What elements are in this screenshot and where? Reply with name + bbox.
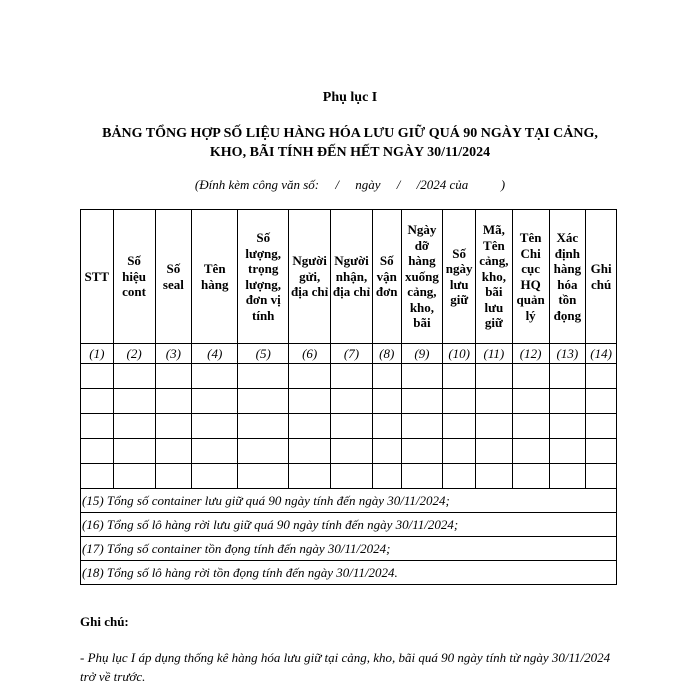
table-cell xyxy=(238,464,289,489)
summary-row xyxy=(81,489,617,513)
column-header: Người nhận, địa chỉ xyxy=(331,210,373,344)
column-header: Số lượng, trọng lượng, đơn vị tính xyxy=(238,210,289,344)
table-cell xyxy=(331,364,373,389)
summary-row xyxy=(81,513,617,537)
table-cell xyxy=(586,464,617,489)
table-cell xyxy=(192,439,238,464)
table-cell xyxy=(549,364,586,389)
table-row xyxy=(81,364,617,389)
column-number: (13) xyxy=(549,344,586,364)
table-cell xyxy=(443,389,476,414)
table-cell xyxy=(512,414,549,439)
table-cell xyxy=(476,364,513,389)
table-cell xyxy=(476,464,513,489)
column-number: (3) xyxy=(155,344,192,364)
table-cell xyxy=(81,414,114,439)
document-title xyxy=(60,124,640,162)
table-cell xyxy=(512,389,549,414)
table-cell xyxy=(192,464,238,489)
column-header: Số ngày lưu giữ xyxy=(443,210,476,344)
column-number: (2) xyxy=(113,344,155,364)
table-cell xyxy=(192,364,238,389)
summary-table xyxy=(80,209,617,585)
table-cell xyxy=(586,364,617,389)
column-number: (12) xyxy=(512,344,549,364)
table-cell xyxy=(192,389,238,414)
table-cell xyxy=(113,439,155,464)
table-cell xyxy=(372,414,401,439)
appendix-label: Phụ lục I xyxy=(322,90,378,105)
table-cell xyxy=(238,414,289,439)
table-cell xyxy=(512,364,549,389)
table-cell xyxy=(289,439,331,464)
table-cell xyxy=(155,389,192,414)
column-header: Tên Chi cục HQ quản lý xyxy=(512,210,549,344)
column-number: (5) xyxy=(238,344,289,364)
header-row xyxy=(81,210,617,344)
column-header: Xác định hàng hóa tồn đọng xyxy=(549,210,586,344)
table-cell xyxy=(289,414,331,439)
column-number: (4) xyxy=(192,344,238,364)
column-number-row xyxy=(81,344,617,364)
table-cell xyxy=(443,464,476,489)
table-row xyxy=(81,439,617,464)
table-cell xyxy=(372,439,401,464)
table-cell xyxy=(155,439,192,464)
table-cell xyxy=(113,464,155,489)
table-cell xyxy=(289,464,331,489)
table-cell xyxy=(476,439,513,464)
table-cell xyxy=(113,389,155,414)
summary-row xyxy=(81,537,617,561)
notes-text: - Phụ lục I áp dụng thống kê hàng hóa lưu giữ tại cảng, kho, bãi quá 90 ngày tính từ ngày 30/11/2024 trở về trước. xyxy=(80,650,611,684)
table-cell xyxy=(331,439,373,464)
column-header: Người gửi, địa chỉ xyxy=(289,210,331,344)
table-cell xyxy=(512,464,549,489)
summary-row xyxy=(81,561,617,585)
table-cell xyxy=(81,364,114,389)
title-line-2: KHO, BÃI TÍNH ĐẾN HẾT NGÀY 30/11/2024 xyxy=(209,145,491,160)
column-number: (10) xyxy=(443,344,476,364)
column-number: (14) xyxy=(586,344,617,364)
table-cell xyxy=(155,414,192,439)
table-cell xyxy=(238,364,289,389)
table-cell xyxy=(331,414,373,439)
table-cell xyxy=(476,389,513,414)
column-header: Số seal xyxy=(155,210,192,344)
column-number: (1) xyxy=(81,344,114,364)
table-cell xyxy=(586,414,617,439)
table-cell xyxy=(331,389,373,414)
table-cell xyxy=(443,439,476,464)
summary-cell: (18) Tổng số lô hàng rời tồn đọng tính đến ngày 30/11/2024. xyxy=(81,561,617,585)
table-cell xyxy=(331,464,373,489)
column-header: Số vận đơn xyxy=(372,210,401,344)
table-cell xyxy=(549,439,586,464)
table-cell xyxy=(401,389,443,414)
table-cell xyxy=(476,414,513,439)
table-cell xyxy=(443,364,476,389)
document-subtitle: (Đính kèm công văn số: / ngày / /2024 của ) xyxy=(194,177,506,192)
table-cell xyxy=(549,414,586,439)
title-line-1: BẢNG TỔNG HỢP SỐ LIỆU HÀNG HÓA LƯU GIỮ QUÁ 90 NGÀY TẠI CẢNG, xyxy=(102,126,598,141)
column-header: Ghi chú xyxy=(586,210,617,344)
table-cell xyxy=(401,414,443,439)
summary-cell: (16) Tổng số lô hàng rời lưu giữ quá 90 ngày tính đến ngày 30/11/2024; xyxy=(81,513,617,537)
table-cell xyxy=(289,389,331,414)
summary-cell: (15) Tổng số container lưu giữ quá 90 ngày tính đến ngày 30/11/2024; xyxy=(81,489,617,513)
table-cell xyxy=(289,364,331,389)
summary-cell: (17) Tổng số container tồn đọng tính đến ngày 30/11/2024; xyxy=(81,537,617,561)
column-number: (6) xyxy=(289,344,331,364)
table-row xyxy=(81,389,617,414)
table-cell xyxy=(586,389,617,414)
column-header: Số hiệu cont xyxy=(113,210,155,344)
column-number: (9) xyxy=(401,344,443,364)
table-cell xyxy=(113,364,155,389)
table-cell xyxy=(372,464,401,489)
table-cell xyxy=(81,389,114,414)
table-cell xyxy=(238,389,289,414)
column-header: Tên hàng xyxy=(192,210,238,344)
column-header: STT xyxy=(81,210,114,344)
table-cell xyxy=(549,464,586,489)
notes-heading: Ghi chú: xyxy=(80,614,129,629)
table-cell xyxy=(238,439,289,464)
table-cell xyxy=(155,364,192,389)
table-cell xyxy=(113,414,155,439)
table-cell xyxy=(401,464,443,489)
table-row xyxy=(81,414,617,439)
table-cell xyxy=(372,364,401,389)
table-cell xyxy=(81,439,114,464)
table-cell xyxy=(401,364,443,389)
column-header: Ngày dỡ hàng xuống cảng, kho, bãi xyxy=(401,210,443,344)
table-cell xyxy=(401,439,443,464)
column-number: (7) xyxy=(331,344,373,364)
table-cell xyxy=(155,464,192,489)
table-cell xyxy=(81,464,114,489)
column-header: Mã, Tên cảng, kho, bãi lưu giữ xyxy=(476,210,513,344)
table-cell xyxy=(549,389,586,414)
column-number: (8) xyxy=(372,344,401,364)
table-cell xyxy=(512,439,549,464)
table-cell xyxy=(372,389,401,414)
table-row xyxy=(81,464,617,489)
table-cell xyxy=(443,414,476,439)
column-number: (11) xyxy=(476,344,513,364)
table-cell xyxy=(586,439,617,464)
table-cell xyxy=(192,414,238,439)
